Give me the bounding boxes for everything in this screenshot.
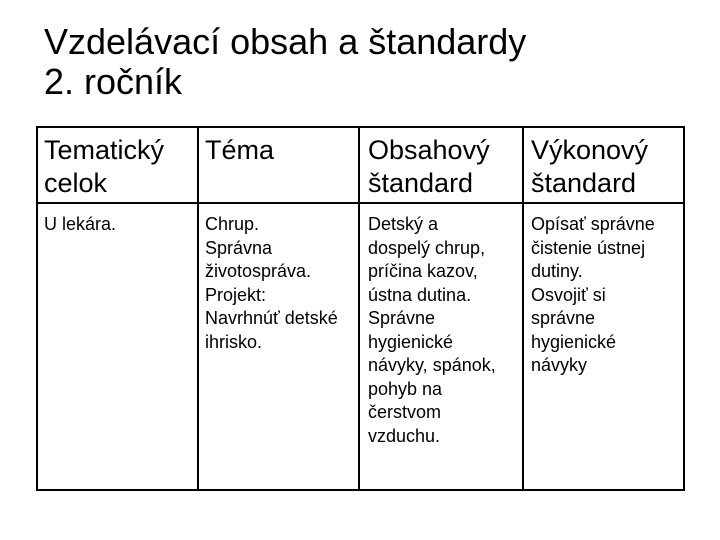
title-line-1: Vzdelávací obsah a štandardy xyxy=(44,21,527,62)
cell-topic xyxy=(205,213,338,354)
cell-text: ústna dutina. xyxy=(368,284,472,305)
header-text: celok xyxy=(44,168,108,198)
header-text: Tematický xyxy=(44,135,165,165)
cell-text: Projekt: xyxy=(205,284,267,305)
cell-thematic-unit xyxy=(44,213,116,237)
cell-performance-standard xyxy=(531,213,655,378)
header-performance-standard xyxy=(531,134,648,200)
cell-text: hygienické xyxy=(531,331,617,352)
header-text: štandard xyxy=(531,168,637,198)
cell-text: čerstvom xyxy=(368,402,442,422)
cell-text: Navrhnúť detské xyxy=(205,308,338,328)
slide-title xyxy=(44,22,526,102)
cell-text: príčina kazov, xyxy=(368,261,478,281)
cell-text: Opísať správne xyxy=(531,214,655,234)
cell-text: Chrup. xyxy=(205,214,260,234)
cell-text: U lekára. xyxy=(44,214,117,234)
cell-text: Detský a xyxy=(368,214,439,234)
header-text: štandard xyxy=(368,168,474,198)
cell-text: životospráva. xyxy=(205,261,312,281)
cell-text: správne xyxy=(531,308,596,328)
column-divider-3 xyxy=(522,128,524,489)
curriculum-table xyxy=(36,126,685,491)
cell-text: ihrisko. xyxy=(205,331,263,352)
header-text: Výkonový xyxy=(531,135,649,165)
header-text: Obsahový xyxy=(368,135,490,165)
cell-text: dospelý chrup, xyxy=(368,237,486,258)
cell-text: Správna xyxy=(205,237,273,258)
column-divider-1 xyxy=(197,128,199,489)
cell-text: vzduchu. xyxy=(368,425,441,446)
cell-text: pohyb na xyxy=(368,378,443,399)
header-thematic-unit xyxy=(44,134,164,200)
header-divider xyxy=(38,202,683,204)
cell-text: hygienické xyxy=(368,331,454,352)
title-line-2: 2. ročník xyxy=(44,61,183,102)
header-content-standard xyxy=(368,134,490,200)
cell-text: čistenie ústnej xyxy=(531,237,646,258)
cell-text: Správne xyxy=(368,308,436,328)
cell-text: Osvojiť si xyxy=(531,284,606,305)
cell-text: dutiny. xyxy=(531,261,583,281)
cell-text: návyky xyxy=(531,355,588,375)
cell-text: návyky, spánok, xyxy=(368,355,496,375)
column-divider-2 xyxy=(358,128,360,489)
cell-content-standard xyxy=(368,213,496,448)
header-text: Téma xyxy=(205,135,275,165)
header-topic xyxy=(205,134,274,167)
